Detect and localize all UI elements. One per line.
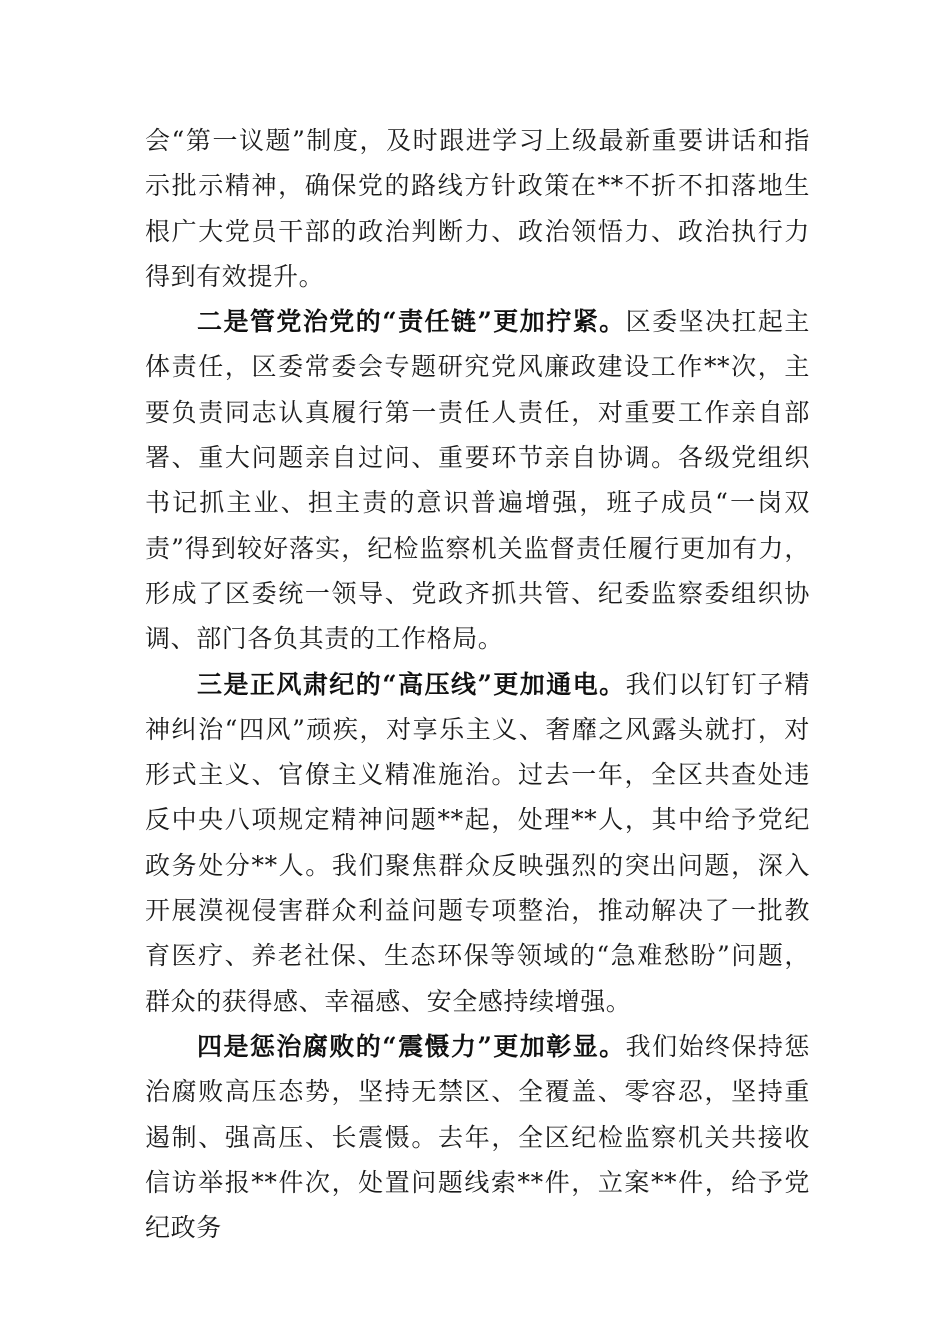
paragraph-text: 我们以钉钉子精神纠治“四风”顽疾，对享乐主义、奢靡之风露头就打，对形式主义、官僚主义精准施治。过去一年，全区共查处违反中央八项规定精神问题**起，处理**人，其中给予党纪政务处分**人。我们聚焦群众反映强烈的突出问题，深入开展漠视侵害群众利益问题专项整治，推动解决了一批教育医疗、养老社保、生态环保等领域的“急难愁盼”问题，群众的获得感、幸福感、安全感持续增强。 bbox=[145, 669, 810, 1016]
paragraph-heading: 二是管党治党的“责任链”更加拧紧。 bbox=[197, 307, 626, 337]
paragraph-anti-corruption-deterrence bbox=[145, 1024, 810, 1250]
paragraph-text: 我们始终保持惩治腐败高压态势，坚持无禁区、全覆盖、零容忍，坚持重遏制、强高压、长震慑。去年，全区纪检监察机关共接收信访举报**件次，处置问题线索**件，立案**件，给予党纪政务 bbox=[145, 1031, 810, 1243]
paragraph-heading: 四是惩治腐败的“震慑力”更加彰显。 bbox=[197, 1031, 626, 1061]
paragraph-responsibility-chain bbox=[145, 299, 810, 661]
paragraph-high-voltage-line bbox=[145, 662, 810, 1024]
paragraph-text: 区委坚决扛起主体责任，区委常委会专题研究党风廉政建设工作**次，主要负责同志认真履行第一责任人责任，对重要工作亲自部署、重大问题亲自过问、重要环节亲自协调。各级党组织书记抓主业、担主责的意识普遍增强，班子成员“一岗双责”得到较好落实，纪检监察机关监督责任履行更加有力，形成了区委统一领导、党政齐抓共管、纪委监察委组织协调、部门各负其责的工作格局。 bbox=[145, 307, 810, 654]
paragraph-heading: 三是正风肃纪的“高压线”更加通电。 bbox=[197, 669, 626, 699]
document-body bbox=[145, 118, 810, 1250]
paragraph-continued-study-system bbox=[145, 118, 810, 299]
paragraph-text: 会“第一议题”制度，及时跟进学习上级最新重要讲话和指示批示精神，确保党的路线方针政策在**不折不扣落地生根广大党员干部的政治判断力、政治领悟力、政治执行力得到有效提升。 bbox=[145, 126, 810, 291]
